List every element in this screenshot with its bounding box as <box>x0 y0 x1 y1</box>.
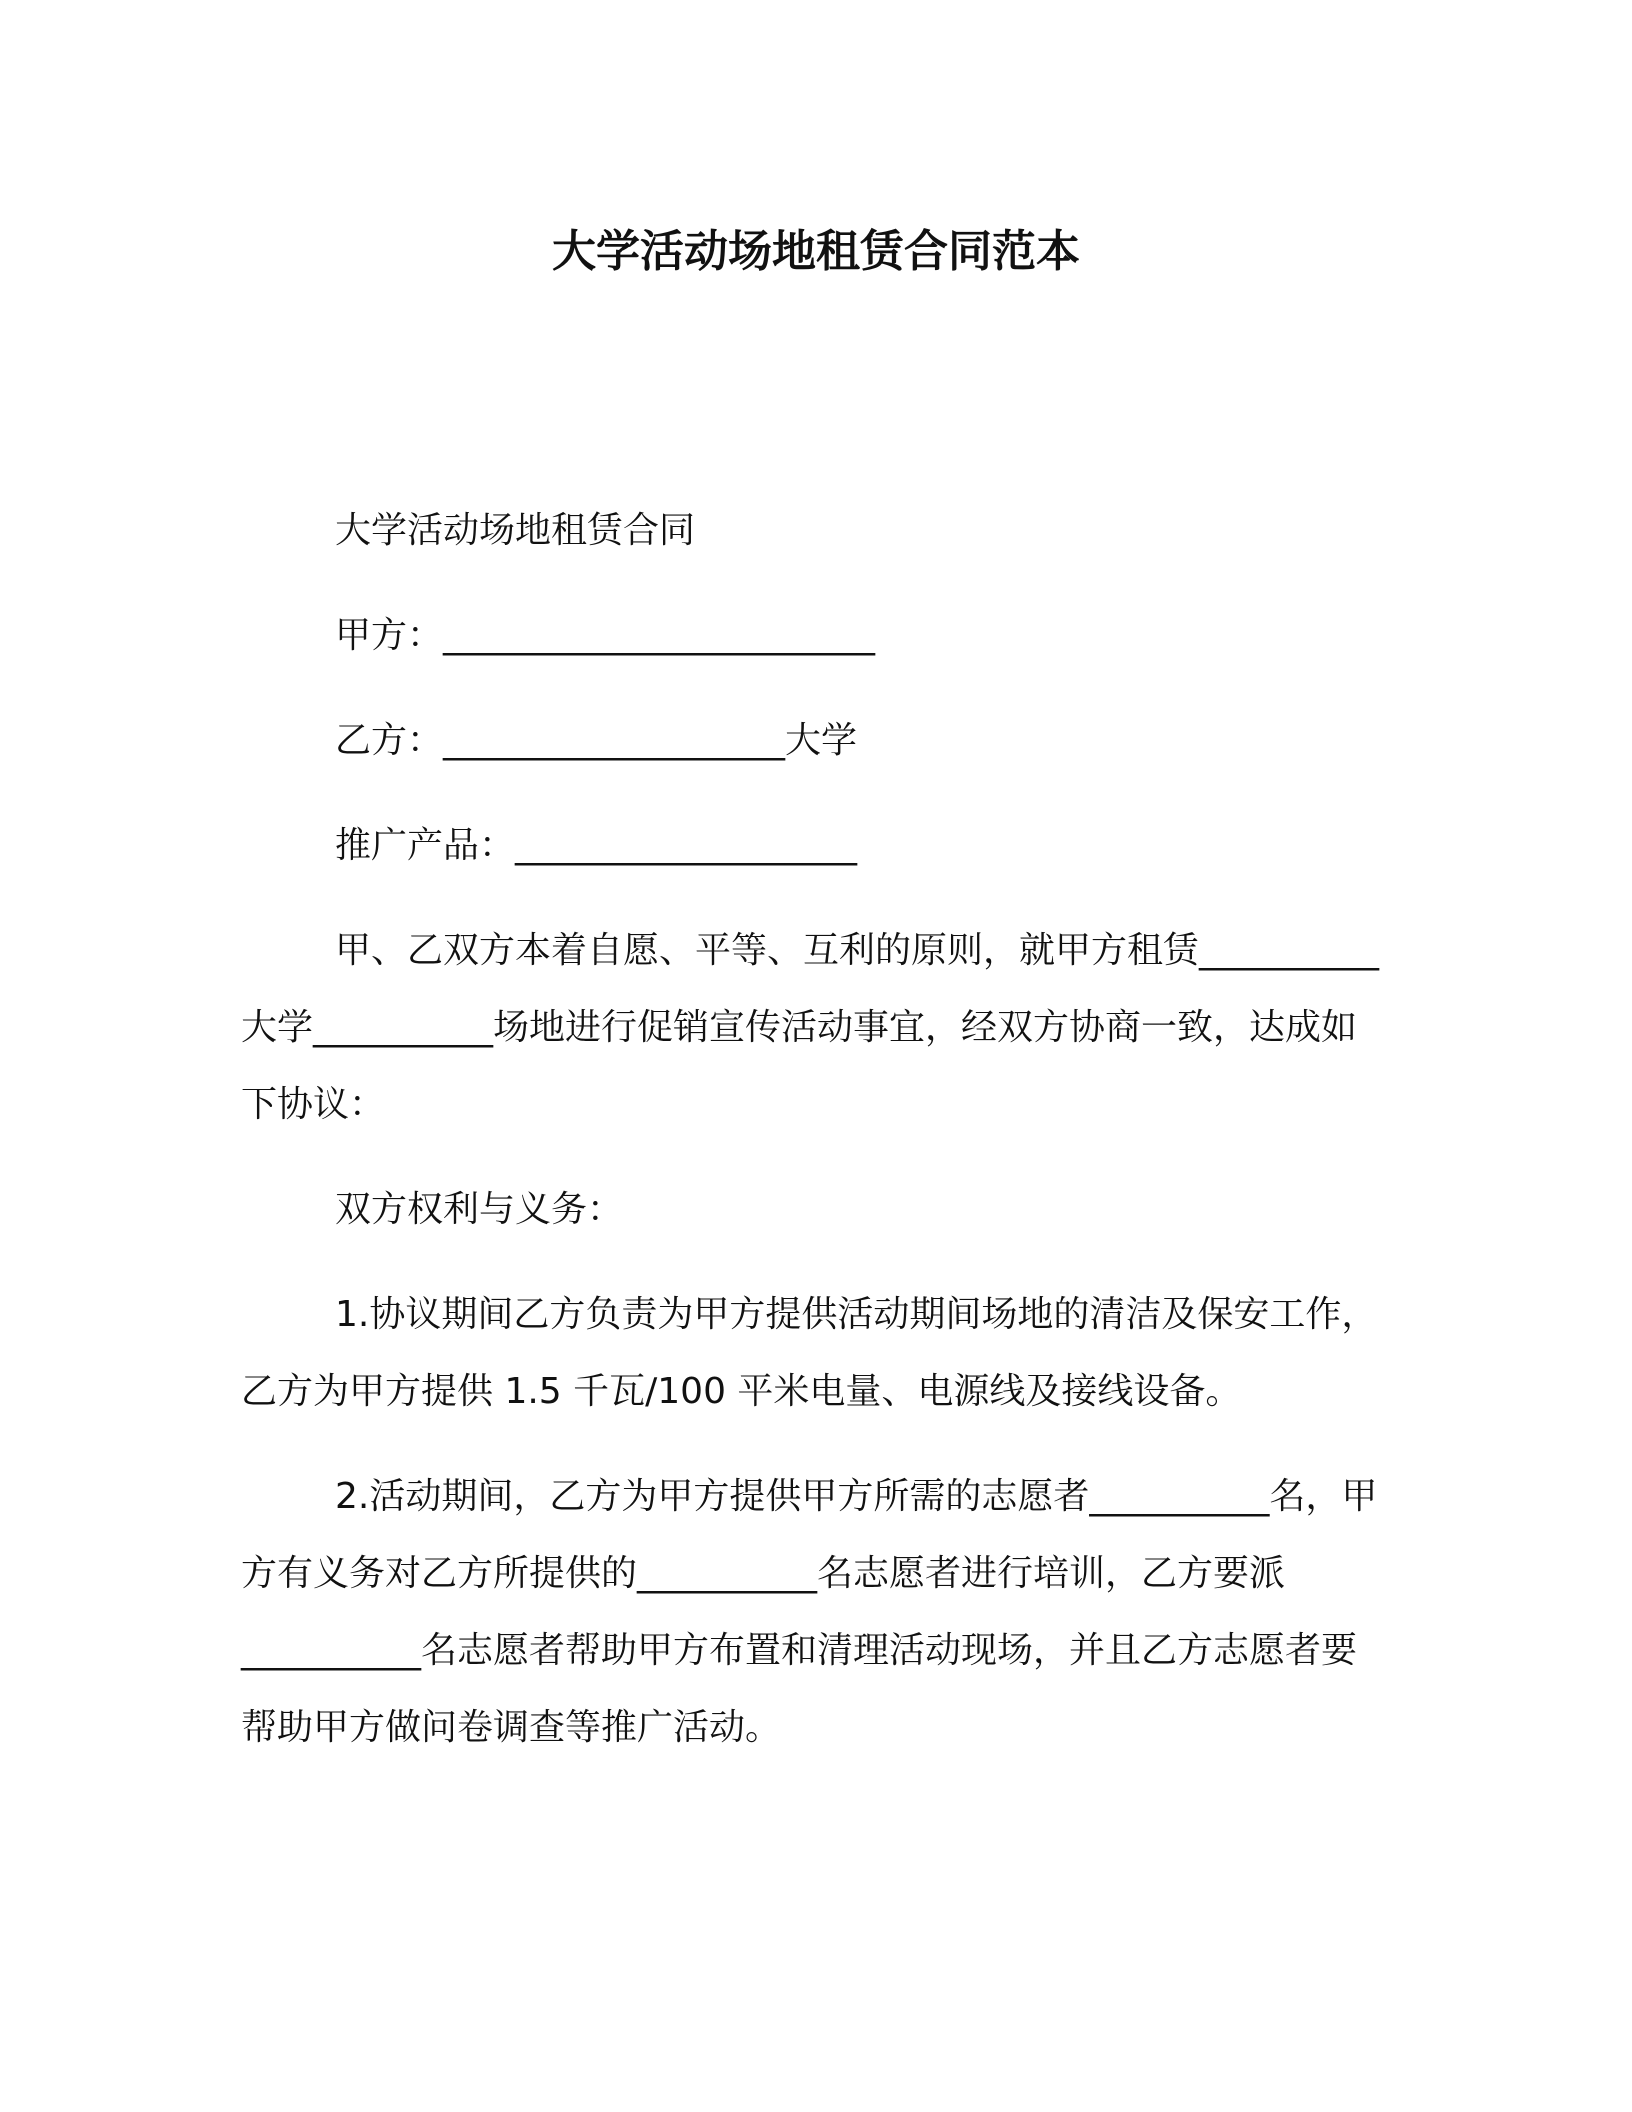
document-title: 大学活动场地租赁合同范本 <box>552 226 1080 277</box>
clause-1: 1.协议期间乙方负责为甲方提供活动期间场地的清洁及保安工作，乙方为甲方提供 1.5 千瓦/100 平米电量、电源线及接线设备。 <box>241 1294 1378 1412</box>
product-line: 推广产品：___________________ <box>335 825 858 866</box>
party-a-line: 甲方：________________________ <box>335 615 876 656</box>
document-body <box>241 492 1391 1794</box>
rights-obligations-heading: 双方权利与义务： <box>335 1189 624 1230</box>
clause-2: 2.活动期间，乙方为甲方提供甲方所需的志愿者__________名，甲方有义务对乙方所提供的__________名志愿者进行培训，乙方要派__________名志愿者帮助甲方布置和清理活动现场，并且乙方志愿者要帮助甲方做问卷调查等推广活动。 <box>241 1476 1378 1748</box>
preamble-paragraph: 甲、乙双方本着自愿、平等、互利的原则，就甲方租赁__________大学__________场地进行促销宣传活动事宜，经双方协商一致，达成如下协议： <box>241 930 1380 1125</box>
contract-heading: 大学活动场地租赁合同 <box>335 510 696 551</box>
party-b-line: 乙方：___________________大学 <box>335 720 858 761</box>
